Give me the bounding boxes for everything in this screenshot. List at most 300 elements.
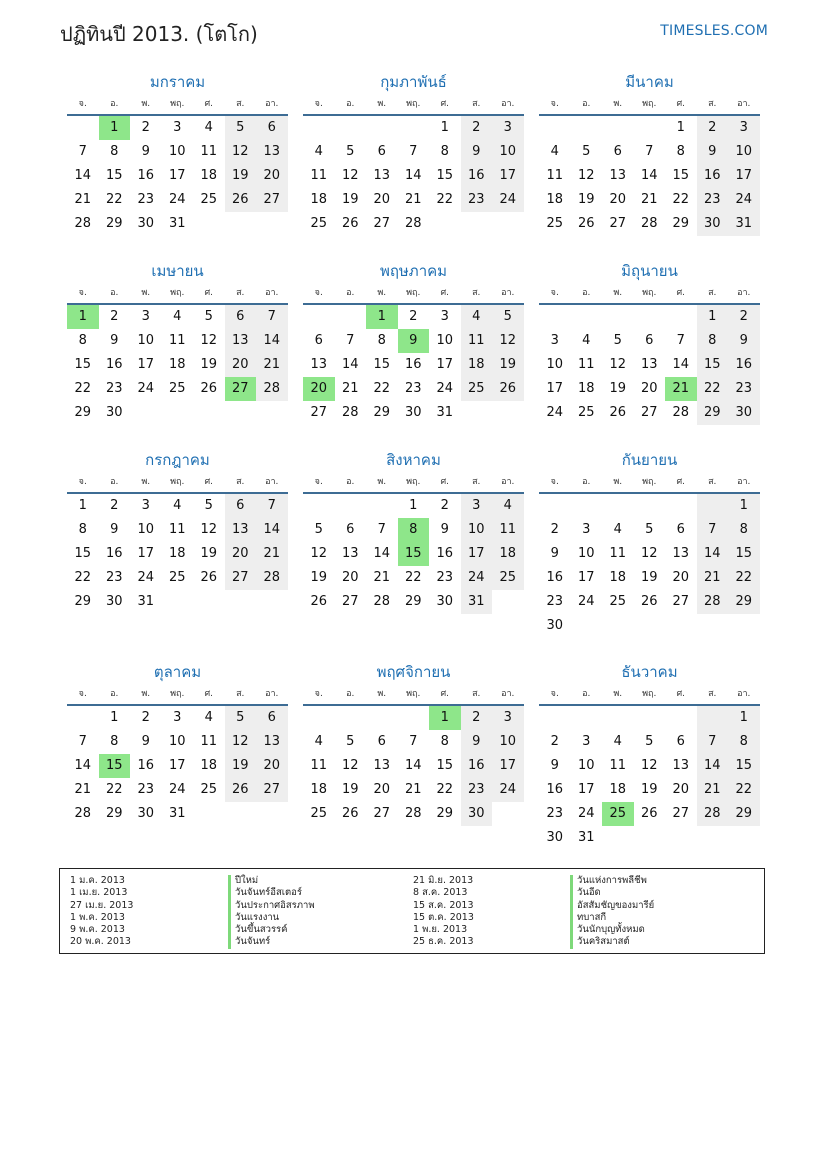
weekday-label: อ. (110, 477, 119, 487)
day-cell: 30 (137, 806, 155, 821)
day-cell: 17 (492, 164, 524, 188)
day-cell: 21 (74, 192, 92, 207)
day-cell: 11 (609, 758, 627, 773)
day-cell: 23 (436, 570, 454, 585)
day-cell: 17 (168, 168, 186, 183)
day-cell: 20 (303, 377, 335, 401)
month-calendar (539, 259, 760, 425)
empty-day-cell (429, 212, 461, 236)
empty-day-cell (634, 826, 666, 850)
day-cell: 16 (461, 754, 493, 778)
day-cell: 6 (676, 522, 685, 537)
day-cell: 11 (609, 546, 627, 561)
day-cell: 30 (404, 405, 422, 420)
day-cell: 19 (225, 754, 257, 778)
day-cell: 3 (173, 710, 182, 725)
day-cell: 8 (440, 144, 449, 159)
empty-day-cell (571, 614, 603, 638)
weekday-header (539, 94, 760, 116)
day-cell: 4 (173, 309, 182, 324)
day-cell: 17 (577, 782, 595, 797)
day-cell: 18 (168, 546, 186, 561)
weekday-label: พฤ. (170, 99, 185, 109)
legend-holiday-name: วันอีด (570, 887, 654, 899)
day-cell: 5 (645, 734, 654, 749)
legend-name-column (570, 875, 654, 949)
legend-holiday-name: วันประกาศอิสรภาพ (228, 900, 315, 912)
legend-date: 1 พ.ย. 2013 (413, 924, 468, 936)
empty-day-cell (634, 305, 666, 329)
empty-day-cell (728, 614, 760, 638)
day-cell: 26 (200, 381, 218, 396)
day-cell: 15 (436, 758, 454, 773)
empty-day-cell (225, 590, 257, 614)
day-cell: 26 (640, 594, 658, 609)
day-cell: 31 (728, 212, 760, 236)
weekday-label: ส. (236, 99, 245, 109)
day-cell: 2 (110, 309, 119, 324)
day-cell: 13 (672, 546, 690, 561)
day-cell: 6 (676, 734, 685, 749)
day-cell: 25 (492, 566, 524, 590)
days-grid (67, 706, 288, 826)
weekday-label: พฤ. (642, 99, 657, 109)
day-cell: 3 (173, 120, 182, 135)
day-cell: 9 (141, 734, 150, 749)
day-cell: 1 (697, 305, 729, 329)
legend-date: 8 ส.ค. 2013 (413, 887, 468, 899)
day-cell: 15 (436, 168, 454, 183)
day-cell: 25 (200, 782, 218, 797)
day-cell: 20 (341, 570, 359, 585)
day-cell: 1 (99, 116, 131, 140)
day-cell: 14 (74, 168, 92, 183)
day-cell: 13 (609, 168, 627, 183)
day-cell: 18 (310, 782, 328, 797)
day-cell: 10 (168, 144, 186, 159)
weekday-label: อ. (110, 689, 119, 699)
day-cell: 1 (366, 305, 398, 329)
day-cell: 27 (310, 405, 328, 420)
empty-day-cell (193, 212, 225, 236)
weekday-label: พฤ. (406, 477, 421, 487)
day-cell: 25 (546, 216, 564, 231)
weekday-label: พฤ. (406, 689, 421, 699)
day-cell: 24 (577, 806, 595, 821)
legend-date: 1 พ.ค. 2013 (70, 911, 125, 923)
legend-date: 1 ม.ค. 2013 (70, 875, 125, 886)
day-cell: 6 (225, 494, 257, 518)
day-cell: 11 (200, 144, 218, 159)
day-cell: 23 (461, 188, 493, 212)
day-cell: 15 (105, 168, 123, 183)
day-cell: 7 (409, 144, 418, 159)
day-cell: 23 (697, 188, 729, 212)
day-cell: 3 (550, 333, 559, 348)
empty-day-cell (492, 212, 524, 236)
day-cell: 12 (310, 546, 328, 561)
empty-day-cell (193, 590, 225, 614)
day-cell: 28 (672, 405, 690, 420)
weekday-label: พฤ. (642, 288, 657, 298)
month-name: มิถุนายน (621, 262, 678, 280)
day-cell: 28 (697, 802, 729, 826)
weekday-label: พฤ. (642, 477, 657, 487)
weekday-label: พ. (377, 477, 387, 487)
day-cell: 29 (74, 594, 92, 609)
empty-day-cell (162, 401, 194, 425)
day-cell: 7 (256, 305, 288, 329)
day-cell: 6 (256, 116, 288, 140)
day-cell: 12 (341, 168, 359, 183)
day-cell: 21 (697, 566, 729, 590)
month-name: พฤษภาคม (379, 262, 448, 280)
day-cell: 23 (137, 192, 155, 207)
day-cell: 5 (582, 144, 591, 159)
day-cell: 24 (137, 381, 155, 396)
empty-day-cell (303, 116, 335, 140)
weekday-label: อา. (501, 689, 515, 699)
day-cell: 13 (310, 357, 328, 372)
day-cell: 19 (640, 782, 658, 797)
day-cell: 4 (173, 498, 182, 513)
weekday-label: พ. (141, 288, 151, 298)
day-cell: 29 (105, 806, 123, 821)
empty-day-cell (303, 494, 335, 518)
empty-day-cell (602, 305, 634, 329)
day-cell: 20 (256, 754, 288, 778)
day-cell: 6 (377, 144, 386, 159)
day-cell: 16 (404, 357, 422, 372)
empty-day-cell (366, 116, 398, 140)
day-cell: 5 (225, 706, 257, 730)
day-cell: 14 (373, 546, 391, 561)
day-cell: 9 (110, 522, 119, 537)
day-cell: 13 (225, 518, 257, 542)
day-cell: 7 (676, 333, 685, 348)
empty-day-cell (366, 706, 398, 730)
days-grid (303, 706, 524, 826)
empty-day-cell (602, 116, 634, 140)
day-cell: 22 (728, 778, 760, 802)
empty-day-cell (602, 826, 634, 850)
day-cell: 31 (577, 830, 595, 845)
empty-day-cell (602, 614, 634, 638)
day-cell: 12 (492, 329, 524, 353)
day-cell: 15 (697, 353, 729, 377)
weekday-label: จ. (314, 689, 323, 699)
weekday-label: ศ. (676, 689, 686, 699)
day-cell: 23 (404, 381, 422, 396)
brand-link[interactable]: TIMESLES.COM (660, 23, 768, 39)
weekday-label: ส. (708, 477, 717, 487)
day-cell: 26 (225, 778, 257, 802)
day-cell: 12 (640, 758, 658, 773)
day-cell: 2 (461, 706, 493, 730)
day-cell: 28 (256, 377, 288, 401)
day-cell: 27 (640, 405, 658, 420)
weekday-label: ส. (236, 477, 245, 487)
day-cell: 1 (110, 710, 119, 725)
day-cell: 28 (404, 216, 422, 231)
empty-day-cell (130, 401, 162, 425)
day-cell: 3 (141, 309, 150, 324)
weekday-label: พ. (141, 477, 151, 487)
day-cell: 6 (346, 522, 355, 537)
weekday-label: พ. (613, 689, 623, 699)
day-cell: 5 (204, 309, 213, 324)
day-cell: 16 (546, 570, 564, 585)
day-cell: 4 (204, 710, 213, 725)
month-name: มีนาคม (625, 73, 674, 91)
day-cell: 12 (225, 730, 257, 754)
day-cell: 11 (168, 522, 186, 537)
empty-day-cell (398, 116, 430, 140)
day-cell: 27 (672, 594, 690, 609)
day-cell: 29 (105, 216, 123, 231)
day-cell: 20 (640, 381, 658, 396)
day-cell: 5 (314, 522, 323, 537)
day-cell: 4 (461, 305, 493, 329)
day-cell: 9 (697, 140, 729, 164)
empty-day-cell (571, 305, 603, 329)
day-cell: 25 (310, 806, 328, 821)
day-cell: 8 (728, 730, 760, 754)
empty-day-cell (335, 706, 367, 730)
day-cell: 24 (436, 381, 454, 396)
day-cell: 29 (672, 216, 690, 231)
day-cell: 30 (728, 401, 760, 425)
day-cell: 10 (137, 333, 155, 348)
day-cell: 3 (582, 734, 591, 749)
day-cell: 18 (200, 758, 218, 773)
day-cell: 11 (546, 168, 564, 183)
empty-day-cell (539, 706, 571, 730)
legend-date: 20 พ.ค. 2013 (70, 936, 131, 948)
day-cell: 16 (105, 357, 123, 372)
day-cell: 2 (141, 120, 150, 135)
day-cell: 2 (440, 498, 449, 513)
day-cell: 3 (461, 494, 493, 518)
weekday-label: ศ. (204, 288, 214, 298)
month-name: ตุลาคม (153, 663, 202, 681)
day-cell: 22 (74, 381, 92, 396)
day-cell: 10 (492, 730, 524, 754)
legend-holiday-name: ปีใหม่ (228, 875, 315, 887)
legend-holiday-name: อัสสัมชัญของมารีย์ (570, 900, 654, 912)
weekday-label: อ. (346, 689, 355, 699)
empty-day-cell (539, 116, 571, 140)
empty-day-cell (665, 305, 697, 329)
days-grid (67, 305, 288, 425)
day-cell: 10 (168, 734, 186, 749)
day-cell: 11 (200, 734, 218, 749)
day-cell: 12 (609, 357, 627, 372)
empty-day-cell (492, 802, 524, 826)
empty-day-cell (665, 614, 697, 638)
month-calendar (539, 448, 760, 638)
day-cell: 25 (168, 570, 186, 585)
day-cell: 17 (728, 164, 760, 188)
weekday-label: อ. (582, 477, 591, 487)
day-cell: 27 (609, 216, 627, 231)
day-cell: 6 (256, 706, 288, 730)
legend-name-column (228, 875, 315, 949)
weekday-header (303, 94, 524, 116)
weekday-label: จ. (78, 689, 87, 699)
weekday-label: ศ. (204, 689, 214, 699)
empty-day-cell (492, 401, 524, 425)
day-cell: 13 (341, 546, 359, 561)
month-calendar (303, 660, 524, 826)
weekday-label: พ. (141, 689, 151, 699)
legend-holiday-name: ทบาสกี (570, 912, 654, 924)
weekday-label: พ. (377, 689, 387, 699)
day-cell: 27 (225, 377, 257, 401)
day-cell: 20 (373, 782, 391, 797)
day-cell: 16 (546, 782, 564, 797)
day-cell: 5 (225, 116, 257, 140)
weekday-label: ศ. (204, 99, 214, 109)
day-cell: 8 (440, 734, 449, 749)
day-cell: 22 (74, 570, 92, 585)
day-cell: 10 (577, 546, 595, 561)
day-cell: 24 (492, 188, 524, 212)
month-calendar (539, 70, 760, 236)
day-cell: 4 (314, 144, 323, 159)
day-cell: 14 (404, 758, 422, 773)
weekday-label: พฤ. (642, 689, 657, 699)
day-cell: 29 (697, 401, 729, 425)
legend-holiday-name: วันแห่งการพลีชีพ (570, 875, 654, 887)
day-cell: 17 (546, 381, 564, 396)
day-cell: 19 (640, 570, 658, 585)
day-cell: 15 (398, 542, 430, 566)
day-cell: 2 (141, 710, 150, 725)
weekday-label: อา. (737, 689, 751, 699)
day-cell: 26 (200, 570, 218, 585)
day-cell: 28 (74, 216, 92, 231)
day-cell: 24 (546, 405, 564, 420)
day-cell: 9 (398, 329, 430, 353)
month-name: สิงหาคม (386, 451, 441, 469)
day-cell: 19 (200, 357, 218, 372)
day-cell: 19 (200, 546, 218, 561)
day-cell: 16 (137, 168, 155, 183)
day-cell: 13 (256, 730, 288, 754)
day-cell: 4 (204, 120, 213, 135)
weekday-label: พ. (377, 288, 387, 298)
day-cell: 25 (577, 405, 595, 420)
weekday-header (539, 684, 760, 706)
empty-day-cell (225, 802, 257, 826)
day-cell: 7 (697, 730, 729, 754)
day-cell: 21 (256, 542, 288, 566)
day-cell: 12 (640, 546, 658, 561)
weekday-label: ส. (708, 288, 717, 298)
empty-day-cell (335, 494, 367, 518)
day-cell: 28 (256, 566, 288, 590)
weekday-label: อ. (346, 99, 355, 109)
weekday-label: ส. (236, 288, 245, 298)
day-cell: 28 (373, 594, 391, 609)
day-cell: 1 (409, 498, 418, 513)
day-cell: 24 (577, 594, 595, 609)
month-calendar (67, 259, 288, 425)
day-cell: 6 (645, 333, 654, 348)
month-calendar (67, 660, 288, 826)
day-cell: 8 (697, 329, 729, 353)
day-cell: 31 (461, 590, 493, 614)
day-cell: 25 (461, 377, 493, 401)
weekday-header (67, 472, 288, 494)
weekday-label: อ. (582, 288, 591, 298)
month-name: กุมภาพันธ์ (380, 73, 447, 91)
day-cell: 26 (341, 806, 359, 821)
day-cell: 20 (225, 353, 257, 377)
month-calendar (303, 70, 524, 236)
day-cell: 30 (436, 594, 454, 609)
legend-date-column (70, 875, 133, 949)
day-cell: 14 (256, 518, 288, 542)
day-cell: 7 (78, 144, 87, 159)
day-cell: 1 (728, 494, 760, 518)
day-cell: 15 (74, 546, 92, 561)
weekday-label: จ. (78, 99, 87, 109)
empty-day-cell (602, 706, 634, 730)
day-cell: 7 (409, 734, 418, 749)
day-cell: 30 (105, 594, 123, 609)
weekday-label: ส. (472, 99, 481, 109)
month-name: เมษายน (151, 262, 204, 280)
days-grid (539, 494, 760, 638)
day-cell: 3 (492, 706, 524, 730)
day-cell: 27 (373, 806, 391, 821)
day-cell: 29 (373, 405, 391, 420)
day-cell: 2 (461, 116, 493, 140)
day-cell: 19 (310, 570, 328, 585)
weekday-label: ศ. (676, 477, 686, 487)
day-cell: 18 (492, 542, 524, 566)
day-cell: 15 (373, 357, 391, 372)
day-cell: 29 (404, 594, 422, 609)
day-cell: 3 (582, 522, 591, 537)
weekday-label: ส. (236, 689, 245, 699)
empty-day-cell (665, 494, 697, 518)
empty-day-cell (728, 826, 760, 850)
legend-holiday-name: วันแรงงาน (228, 912, 315, 924)
day-cell: 21 (404, 782, 422, 797)
day-cell: 19 (225, 164, 257, 188)
day-cell: 6 (613, 144, 622, 159)
day-cell: 16 (697, 164, 729, 188)
empty-day-cell (634, 494, 666, 518)
day-cell: 8 (110, 144, 119, 159)
weekday-label: อา. (737, 477, 751, 487)
day-cell: 2 (409, 309, 418, 324)
month-name: พฤศจิกายน (376, 663, 451, 681)
day-cell: 1 (728, 706, 760, 730)
weekday-label: พฤ. (170, 477, 185, 487)
empty-day-cell (256, 212, 288, 236)
weekday-label: ส. (708, 689, 717, 699)
day-cell: 30 (546, 830, 564, 845)
legend-date: 25 ธ.ค. 2013 (413, 936, 474, 948)
weekday-header (303, 472, 524, 494)
day-cell: 10 (577, 758, 595, 773)
empty-day-cell (602, 494, 634, 518)
weekday-label: อา. (501, 99, 515, 109)
